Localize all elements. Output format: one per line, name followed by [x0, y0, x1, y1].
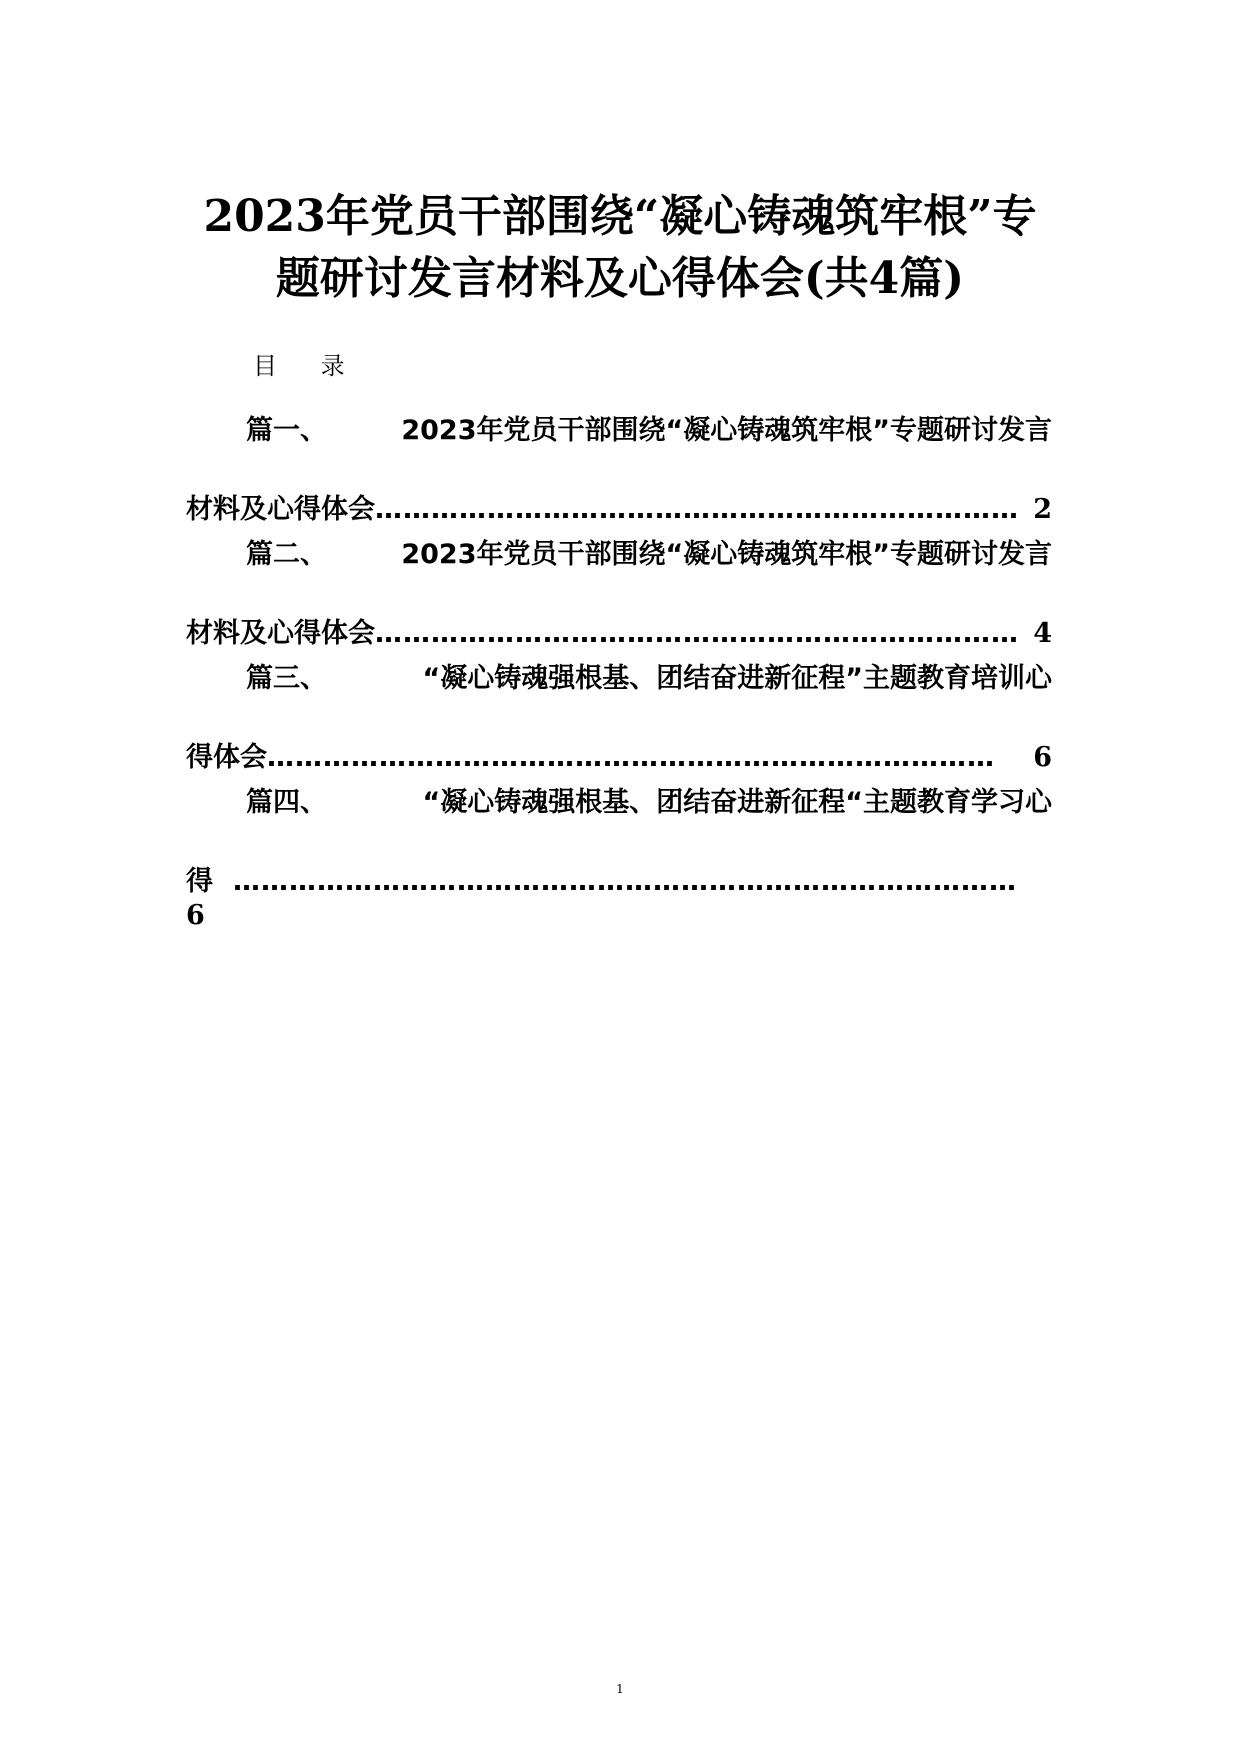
page-number-footer: 1: [616, 1682, 624, 1696]
toc-entry-title-start: “凝心铸魂强根基、团结奋进新征程”主题教育培训心: [422, 663, 1052, 694]
toc-entry-1[interactable]: [186, 408, 1052, 526]
toc-entry-label: 篇三、: [246, 663, 327, 694]
toc-leader-dots: …………………………………………………………………………: [233, 866, 1017, 897]
toc-page-number: 6: [186, 900, 205, 931]
toc-entry-title-start: 2023年党员干部围绕“凝心铸魂筑牢根”专题研讨发言: [401, 539, 1052, 570]
toc-page-number: 6: [1033, 742, 1052, 773]
toc-entry-title-start: “凝心铸魂强根基、团结奋进新征程“主题教育学习心: [422, 787, 1052, 818]
toc-entry-label: 篇一、: [246, 415, 327, 446]
document-title: [150, 186, 1090, 310]
toc-leader-dots: ……………………………………………………………………: [267, 742, 995, 773]
title-line-2: 题研讨发言材料及心得体会(共4篇): [275, 253, 965, 304]
title-line-1: 2023年党员干部围绕“凝心铸魂筑牢根”专: [203, 191, 1037, 242]
toc-entry-title-start: 2023年党员干部围绕“凝心铸魂筑牢根”专题研讨发言: [401, 415, 1052, 446]
toc-entry-title-end: 得: [186, 866, 213, 897]
toc-entry-4[interactable]: [186, 780, 1052, 931]
toc-page-number: 2: [1033, 494, 1052, 525]
toc-entry-3[interactable]: [186, 656, 1052, 774]
toc-entry-2[interactable]: [186, 532, 1052, 650]
toc-entry-label: 篇二、: [246, 539, 327, 570]
toc-leader-dots: ……………………………………………………………: [375, 618, 1019, 649]
toc-heading: 目 录: [253, 352, 363, 380]
toc-entry-title-end: 得体会: [186, 742, 267, 773]
toc-entry-label: 篇四、: [246, 787, 327, 818]
toc-entry-title-end: 材料及心得体会: [186, 618, 375, 649]
toc-leader-dots: ……………………………………………………………: [375, 494, 1019, 525]
toc-entry-title-end: 材料及心得体会: [186, 494, 375, 525]
toc-page-number: 4: [1033, 618, 1052, 649]
